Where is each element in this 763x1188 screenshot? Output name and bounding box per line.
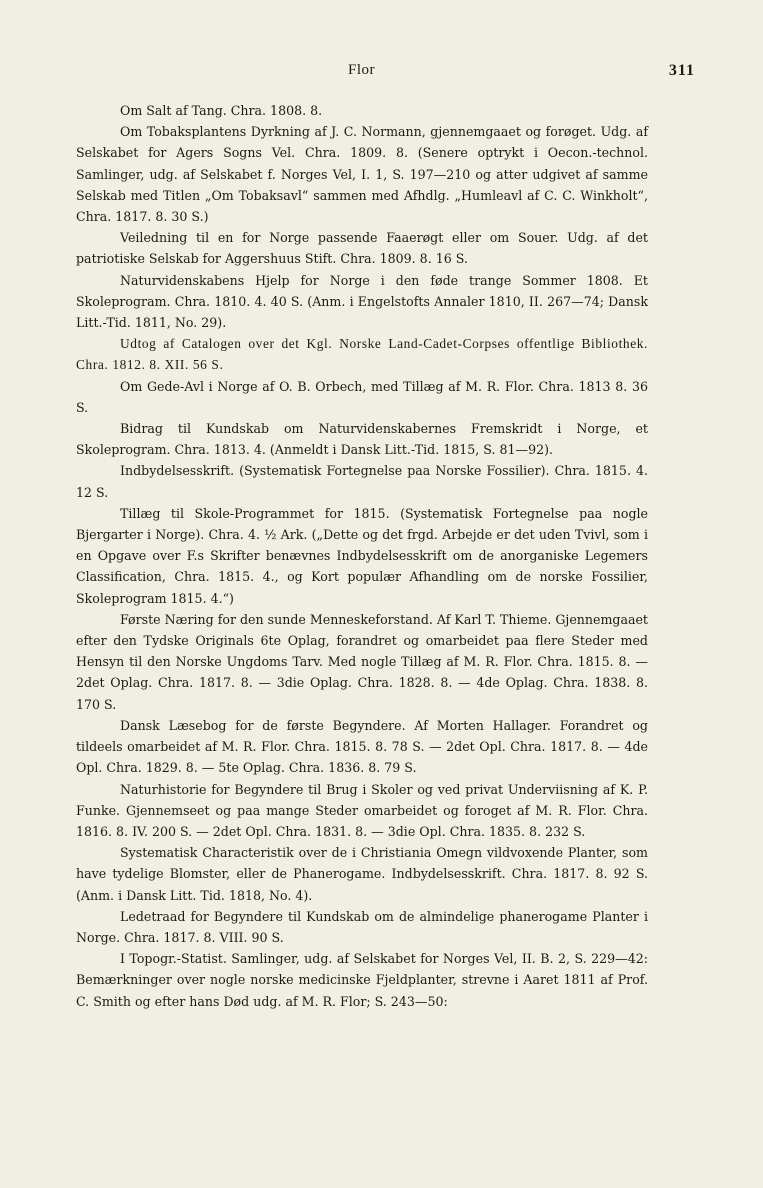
page-header (70, 62, 695, 86)
bibliography-entry: Ledetraad for Begyndere til Kundskab om de almindelige phanerogame Planter i Norge. Chra. 1817. 8. VIII. 90 S. (76, 908, 648, 945)
bibliography-entry: Naturhistorie for Begyndere til Brug i Skoler og ved privat Underviisning af K. P. Funke. Gjennemseet og paa mange Steder omarbeidet og foroget af M. R. Flor. Chra. 1816. 8. IV. 200 S. — 2det Opl. Chra. 1831. 8. — 3die Opl. Chra. 1835. 8. 232 S. (76, 781, 648, 839)
text-body (76, 100, 648, 1012)
bibliography-entry: I Topogr.-Statist. Samlinger, udg. af Selskabet for Norges Vel, II. B. 2, S. 229—42: Bemærkninger over nogle norske medicinske Fjeldplanter, strevne i Aaret 1811 af Prof. C. Smith og efter hans Død udg. af M. R. Flor; S. 243—50: (76, 951, 648, 1009)
bibliography-entry: Dansk Læsebog for de første Begyndere. Af Morten Hallager. Forandret og tildeels omarbeidet af M. R. Flor. Chra. 1815. 8. 78 S. — 2det Opl. Chra. 1817. 8. — 4de Opl. Chra. 1829. 8. — 5te Oplag. Chra. 1836. 8. 79 S. (76, 717, 648, 776)
page-number: 311 (668, 62, 695, 79)
bibliography-entry: Om Salt af Tang. Chra. 1808. 8. (120, 103, 323, 118)
running-head: Flor (347, 62, 375, 78)
bibliography-entry: Indbydelsesskrift. (Systematisk Fortegnelse paa Norske Fossilier). Chra. 1815. 4. 12 S. (76, 463, 648, 500)
bibliography-entry: Om Tobaksplantens Dyrkning af J. C. Normann, gjennemgaaet og forøget. Udg. af Selskabet for Agers Sogns Vel. Chra. 1809. 8. (Senere optrykt i Oecon.-technol. Samlinger, udg. af Selskabet f. Norges Vel, I. 1, S. 197—210 og atter udgivet af samme Selskab med Titlen „Om Tobaksavl“ sammen med Afhdlg. „Humleavl af C. C. Winkholt“, Chra. 1817. 8. 30 S.) (76, 124, 648, 225)
bibliography-entry: Tillæg til Skole-Programmet for 1815. (Systematisk Fortegnelse paa nogle Bjergarter i Norge). Chra. 4. ½ Ark. („Dette og det frgd. Arbejde er det uden Tvivl, som i en Opgave over F.s Skrifter benævnes Indbydelsesskrift om de anorganiske Legemers Classification, Chra. 1815. 4., og Kort populær Afhandling om de norske Fossilier, Skoleprogram 1815. 4.“) (76, 505, 648, 606)
bibliography-entry: Udtog af Catalogen over det Kgl. Norske Land-Cadet-Corpses offentlige Bibliothek. Chra. 1812. 8. XII. 56 S. (76, 336, 648, 373)
bibliography-entry: Bidrag til Kundskab om Naturvidenskabernes Fremskridt i Norge, et Skoleprogram. Chra. 1813. 4. (Anmeldt i Dansk Litt.-Tid. 1815, S. 81—92). (76, 421, 648, 458)
bibliography-entry: Naturvidenskabens Hjelp for Norge i den føde trange Sommer 1808. Et Skoleprogram. Chra. 1810. 4. 40 S. (Anm. i Engelstofts Annaler 1810, II. 267—74; Dansk Litt.-Tid. 1811, No. 29). (76, 272, 648, 331)
bibliography-entry: Første Næring for den sunde Menneskeforstand. Af Karl T. Thieme. Gjennemgaaet efter den Tydske Originals 6te Oplag, forandret og omarbeidet paa flere Steder med Hensyn til den Norske Ungdoms Tarv. Med nogle Tillæg af M. R. Flor. Chra. 1815. 8. — 2det Oplag. Chra. 1817. 8. — 3die Oplag. Chra. 1828. 8. — 4de Oplag. Chra. 1838. 8. 170 S. (76, 611, 648, 712)
bibliography-entry: Om Gede-Avl i Norge af O. B. Orbech, med Tillæg af M. R. Flor. Chra. 1813 8. 36 S. (76, 378, 648, 415)
bibliography-entry: Veiledning til en for Norge passende Faaerøgt eller om Souer. Udg. af det patriotiske Selskab for Aggershuus Stift. Chra. 1809. 8. 16 S. (76, 230, 648, 267)
bibliography-entry: Systematisk Characteristik over de i Christiania Omegn vildvoxende Planter, som have tydelige Blomster, eller de Phanerogame. Indbydelsesskrift. Chra. 1817. 8. 92 S. (Anm. i Dansk Litt. Tid. 1818, No. 4). (76, 845, 648, 903)
